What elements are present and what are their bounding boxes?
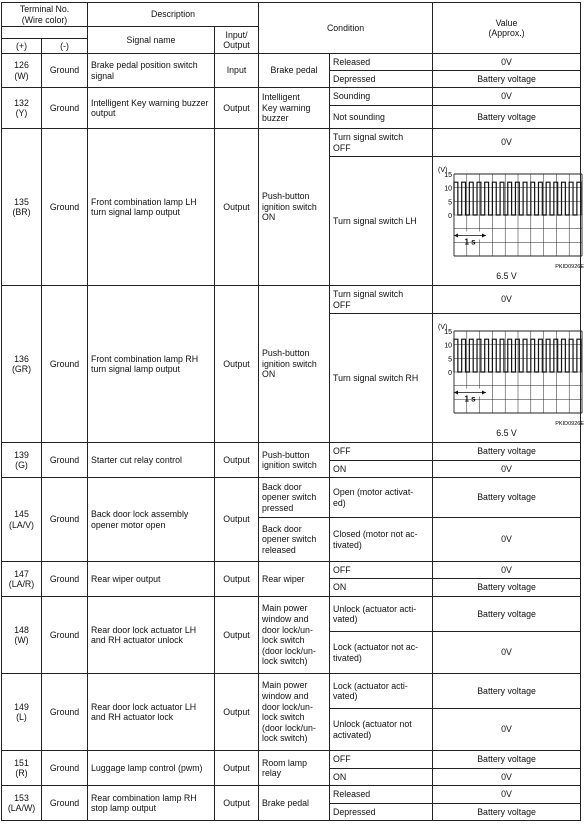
terminal-plus: 135 (BR)	[2, 129, 42, 286]
time-marker-label: 1 s	[464, 237, 476, 247]
terminal-plus: 126 (W)	[2, 54, 42, 88]
condition: Push-button ignition switch	[259, 443, 330, 478]
condition: Push-button ignition switch ON	[259, 286, 330, 443]
turn-signal-waveform-lh	[438, 164, 586, 270]
table-row	[2, 674, 581, 709]
value: 0V	[433, 518, 581, 562]
value: Battery voltage	[433, 597, 581, 632]
io-type: Output	[215, 286, 259, 443]
sub-condition: Turn signal switch OFF	[330, 129, 433, 157]
signal-name: Rear door lock actuator LH and RH actuator unlock	[88, 597, 215, 674]
condition: Brake pedal	[259, 54, 330, 88]
waveform-cell	[433, 157, 585, 286]
sub-condition: ON	[330, 769, 433, 786]
y-tick-label: 10	[444, 185, 453, 193]
signal-name: Rear combination lamp RH stop lamp output	[88, 786, 215, 821]
terminal-minus: Ground	[42, 54, 88, 88]
terminal-plus: 139 (G)	[2, 443, 42, 478]
value: 0V	[433, 709, 581, 751]
terminal-minus: Ground	[42, 478, 88, 562]
table-row	[2, 786, 581, 804]
y-unit-label: (V)	[438, 324, 448, 332]
sub-condition: Sounding	[330, 88, 433, 106]
signal-name: Starter cut relay control	[88, 443, 215, 478]
terminal-plus: 149 (L)	[2, 674, 42, 751]
header-terminal: Terminal No. (Wire color)	[2, 3, 88, 27]
io-type: Output	[215, 562, 259, 597]
terminal-minus: Ground	[42, 751, 88, 786]
terminal-plus: 145 (LA/V)	[2, 478, 42, 562]
waveform-cell	[433, 314, 585, 443]
io-type: Output	[215, 443, 259, 478]
io-type: Output	[215, 88, 259, 129]
sub-condition: ON	[330, 461, 433, 478]
square-wave-trace	[454, 182, 581, 215]
condition: Back door opener switch pressed	[259, 478, 330, 518]
header-io: Input/ Output	[215, 27, 259, 54]
table-row	[2, 88, 581, 106]
io-type: Output	[215, 751, 259, 786]
terminal-minus: Ground	[42, 597, 88, 674]
terminal-plus: 153 (LA/W)	[2, 786, 42, 821]
condition: Main power window and door lock/un- lock switch (door lock/un- lock switch)	[259, 674, 330, 751]
y-tick-label: 5	[448, 199, 453, 207]
condition: Rear wiper	[259, 562, 330, 597]
condition: Push-button ignition switch ON	[259, 129, 330, 286]
io-type: Output	[215, 478, 259, 562]
sub-condition: OFF	[330, 751, 433, 769]
value: 0V	[433, 786, 581, 804]
table-row	[2, 751, 581, 769]
table-row	[2, 562, 581, 579]
sub-condition: Turn signal switch OFF	[330, 286, 433, 314]
value: Battery voltage	[433, 443, 581, 461]
header-minus: (-)	[42, 39, 88, 54]
terminal-minus: Ground	[42, 562, 88, 597]
value: 0V	[433, 562, 581, 579]
figure-code: PKID0926E	[555, 264, 585, 271]
value: Battery voltage	[433, 804, 581, 821]
signal-name: Back door lock assembly opener motor open	[88, 478, 215, 562]
value: 6.5 V	[496, 427, 517, 438]
y-tick-label: 0	[448, 213, 453, 221]
io-type: Output	[215, 129, 259, 286]
value: 0V	[433, 632, 581, 674]
sub-condition: OFF	[330, 443, 433, 461]
turn-signal-waveform-rh	[438, 321, 586, 427]
sub-condition: Depressed	[330, 71, 433, 88]
table-row	[2, 54, 581, 71]
value: 6.5 V	[496, 270, 517, 281]
sub-condition: ON	[330, 579, 433, 597]
io-type: Output	[215, 597, 259, 674]
terminal-minus: Ground	[42, 443, 88, 478]
table-row	[2, 443, 581, 461]
sub-condition: Released	[330, 54, 433, 71]
signal-name: Rear wiper output	[88, 562, 215, 597]
sub-condition: Turn signal switch RH	[330, 314, 433, 443]
condition: Room lamp relay	[259, 751, 330, 786]
figure-code: PKID0926E	[555, 421, 585, 428]
terminal-plus: 132 (Y)	[2, 88, 42, 129]
value: Battery voltage	[433, 478, 581, 518]
table-row	[2, 597, 581, 632]
sub-condition: Open (motor activat- ed)	[330, 478, 433, 518]
sub-condition: Not sounding	[330, 106, 433, 129]
terminal-minus: Ground	[42, 674, 88, 751]
y-tick-label: 0	[448, 370, 453, 378]
header-signal-name: Signal name	[88, 27, 215, 54]
sub-condition: Turn signal switch LH	[330, 157, 433, 286]
square-wave-trace	[454, 339, 581, 372]
value: 0V	[433, 769, 581, 786]
value: Battery voltage	[433, 106, 581, 129]
condition: Main power window and door lock/un- lock switch (door lock/un- lock switch)	[259, 597, 330, 674]
condition: Back door opener switch released	[259, 518, 330, 562]
terminal-minus: Ground	[42, 786, 88, 821]
signal-name: Rear door lock actuator LH and RH actuator lock	[88, 674, 215, 751]
condition: Intelligent Key warning buzzer	[259, 88, 330, 129]
signal-name: Luggage lamp control (pwm)	[88, 751, 215, 786]
table-row	[2, 478, 581, 518]
table-row	[2, 286, 581, 314]
sub-condition: Lock (actuator acti- vated)	[330, 674, 433, 709]
terminal-plus: 147 (LA/R)	[2, 562, 42, 597]
y-tick-label: 10	[444, 342, 453, 350]
header-plus: (+)	[2, 39, 42, 54]
terminal-plus: 148 (W)	[2, 597, 42, 674]
terminal-minus: Ground	[42, 129, 88, 286]
y-tick-label: 5	[448, 356, 453, 364]
header-row-1	[2, 3, 581, 27]
condition: Brake pedal	[259, 786, 330, 821]
sub-condition: Lock (actuator not ac- tivated)	[330, 632, 433, 674]
value: 0V	[433, 286, 581, 314]
signal-name: Front combination lamp LH turn signal lamp output	[88, 129, 215, 286]
value: 0V	[433, 88, 581, 106]
terminal-signal-table	[1, 2, 585, 821]
terminal-minus: Ground	[42, 88, 88, 129]
value: Battery voltage	[433, 674, 581, 709]
y-tick-label: 15	[444, 172, 453, 180]
table-row	[2, 129, 581, 157]
value: Battery voltage	[433, 579, 581, 597]
time-marker-label: 1 s	[464, 394, 476, 404]
io-type: Output	[215, 674, 259, 751]
signal-name: Front combination lamp RH turn signal lamp output	[88, 286, 215, 443]
io-type: Input	[215, 54, 259, 88]
header-condition: Condition	[259, 3, 433, 54]
sub-condition: Closed (motor not ac- tivated)	[330, 518, 433, 562]
terminal-plus: 151 (R)	[2, 751, 42, 786]
terminal-minus: Ground	[42, 286, 88, 443]
signal-name: Brake pedal position switch signal	[88, 54, 215, 88]
sub-condition: OFF	[330, 562, 433, 579]
signal-name: Intelligent Key warning buzzer output	[88, 88, 215, 129]
sub-condition: Unlock (actuator not activated)	[330, 709, 433, 751]
y-tick-label: 15	[444, 329, 453, 337]
value: 0V	[433, 461, 581, 478]
sub-condition: Depressed	[330, 804, 433, 821]
value: Battery voltage	[433, 751, 581, 769]
value: 0V	[433, 129, 581, 157]
io-type: Output	[215, 786, 259, 821]
sub-condition: Unlock (actuator acti- vated)	[330, 597, 433, 632]
value: Battery voltage	[433, 71, 581, 88]
y-unit-label: (V)	[438, 167, 448, 175]
terminal-plus: 136 (GR)	[2, 286, 42, 443]
value: 0V	[433, 54, 581, 71]
header-value: Value (Approx.)	[433, 3, 581, 54]
header-description: Description	[88, 3, 259, 27]
sub-condition: Released	[330, 786, 433, 804]
